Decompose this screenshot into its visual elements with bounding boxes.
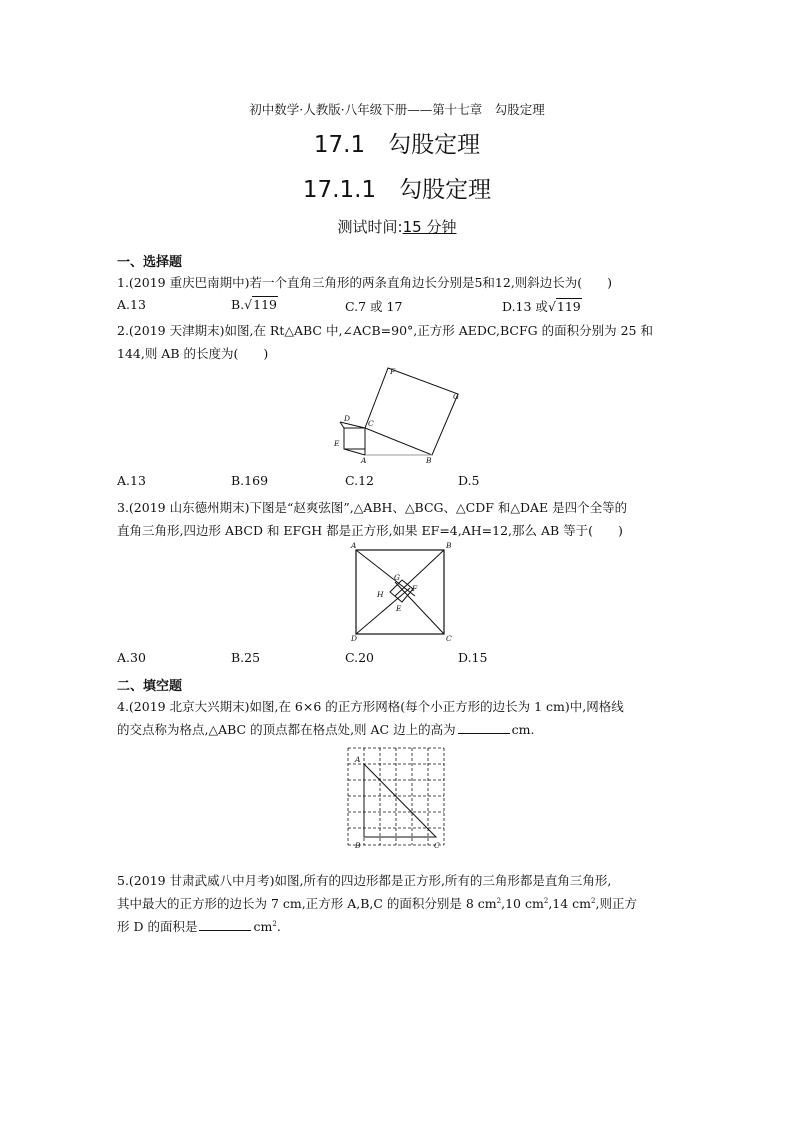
triangle-abc xyxy=(364,764,436,837)
square-bcfg xyxy=(365,368,458,455)
label-b: B xyxy=(446,541,452,550)
section-fill: 二、填空题 xyxy=(117,679,183,694)
subsection-title: 17.1.1 勾股定理 xyxy=(302,177,492,203)
label-c: C xyxy=(368,419,374,428)
test-time-value: 15 分钟 xyxy=(402,218,457,236)
q1-option-a: A.13 xyxy=(117,297,146,312)
document-header: 初中数学·人教版·八年级下册——第十七章 勾股定理 xyxy=(249,102,545,117)
label-c: C xyxy=(446,634,452,643)
q1-option-b: B.√119 xyxy=(231,297,277,312)
q1-option-d: D.13 或√119 xyxy=(502,299,581,314)
test-time xyxy=(0,216,794,237)
q2-option-a: A.13 xyxy=(117,473,146,488)
q4-grid-figure xyxy=(338,745,458,851)
label-a: A xyxy=(355,755,361,764)
q3-option-c: C.20 xyxy=(345,650,374,665)
q5-line2: 其中最大的正方形的边长为 7 cm,正方形 A,B,C 的面积分别是 8 $cm^2,10$ $cm^2,14$ $cm^2$,则正方 xyxy=(117,896,637,911)
label-c: C xyxy=(434,841,440,850)
q5-line1: 5.(2019 甘肃武威八中月考)如图,所有的四边形都是正方形,所有的三角形都是直角三角形, xyxy=(117,873,612,888)
q3-line1: 3.(2019 山东德州期末)下图是“赵爽弦图”,△ABH、△BCG、△CDF 和△DAE 是四个全等的 xyxy=(117,500,628,515)
q2-figure xyxy=(330,362,470,468)
q3-option-d: D.15 xyxy=(458,650,488,665)
label-a: A xyxy=(351,541,357,550)
q3-line2: 直角三角形,四边形 ABCD 和 EFGH 都是正方形,如果 EF=4,AH=12,那么 AB 等于( ) xyxy=(117,523,623,538)
square-efgh xyxy=(390,580,413,602)
label-d: D xyxy=(351,634,358,643)
section-choice: 一、选择题 xyxy=(117,255,183,270)
q4-answer-blank xyxy=(458,722,510,734)
square-aedc xyxy=(344,428,365,449)
test-time-label: 测试时间: xyxy=(337,218,403,236)
q4-line2: 的交点称为格点,△ABC 的顶点都在格点处,则 AC 边上的高为 cm. xyxy=(117,722,535,737)
label-f: F xyxy=(412,584,418,593)
label-f: F xyxy=(390,367,396,376)
label-e: E xyxy=(334,439,340,448)
label-a: A xyxy=(361,456,367,465)
label-g: G xyxy=(394,573,400,582)
label-g: G xyxy=(453,392,459,401)
q4-line1: 4.(2019 北京大兴期末)如图,在 6×6 的正方形网格(每个小正方形的边长为 1 cm)中,网格线 xyxy=(117,699,624,714)
q2-line1: 2.(2019 天津期末)如图,在 Rt△ABC 中,∠ACB=90°,正方形 AEDC,BCFG 的面积分别为 25 和 xyxy=(117,323,653,338)
q3-option-b: B.25 xyxy=(231,650,261,665)
label-d: D xyxy=(344,414,351,423)
label-b: B xyxy=(426,456,432,465)
label-e: E xyxy=(396,604,402,613)
q1-option-c: C.7 或 17 xyxy=(345,299,403,314)
label-b: B xyxy=(355,841,361,850)
label-h: H xyxy=(377,590,384,599)
q5-answer-blank xyxy=(199,919,251,931)
q3-option-a: A.30 xyxy=(117,650,146,665)
q2-option-d: D.5 xyxy=(458,473,480,488)
q2-line2: 144,则 AB 的长度为( ) xyxy=(117,346,269,361)
q2-option-c: C.12 xyxy=(345,473,374,488)
q5-line3: 形 D 的面积是 $cm^2$. xyxy=(117,919,281,934)
section-title: 17.1 勾股定理 xyxy=(313,132,481,158)
q1-text: 1.(2019 重庆巴南期中)若一个直角三角形的两条直角边长分别是5和12,则斜边长为( ) xyxy=(117,275,613,290)
q2-option-b: B.169 xyxy=(231,473,269,488)
q3-figure xyxy=(346,540,458,644)
